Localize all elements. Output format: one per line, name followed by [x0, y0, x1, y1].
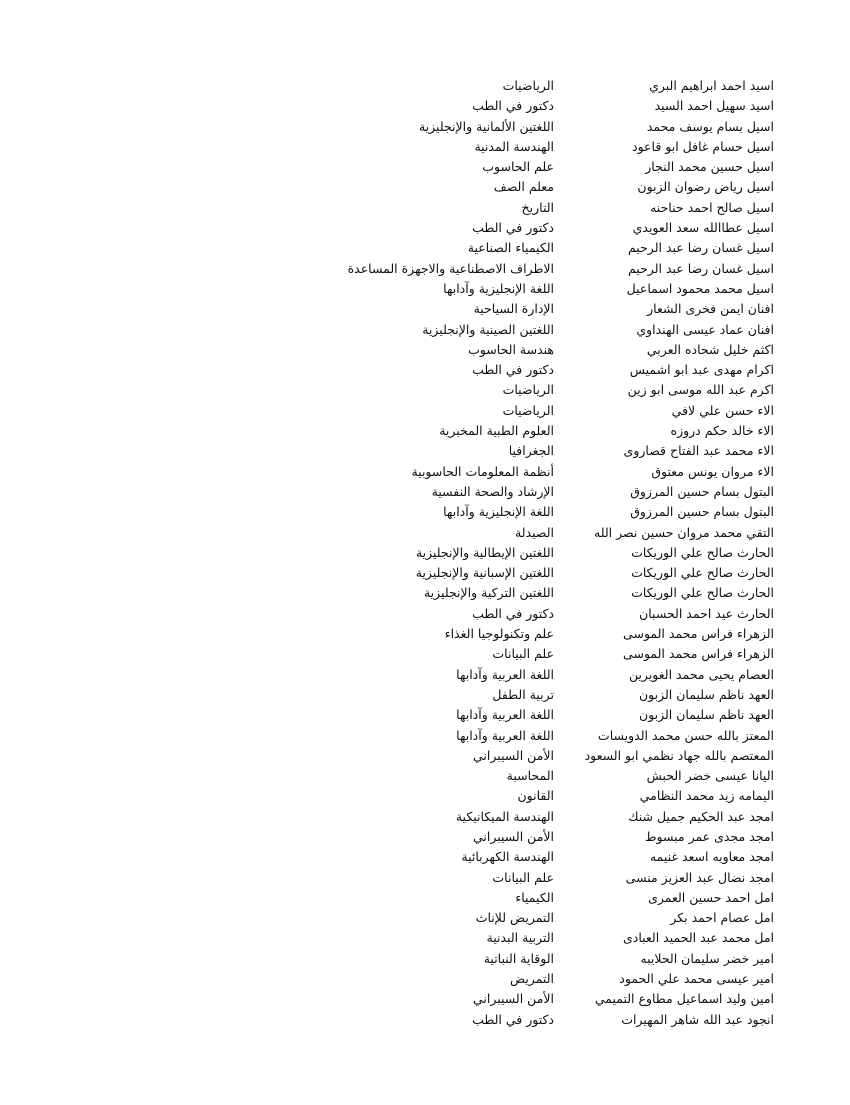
student-name: العصام يحيى محمد الغويرين: [628, 666, 774, 682]
student-name: اسيد سهيل احمد السيد: [654, 98, 774, 114]
major-name: التمريض للإناث: [475, 910, 554, 926]
list-item: [214, 786, 774, 806]
major-name: المحاسبة: [506, 768, 554, 784]
list-item: [214, 380, 774, 400]
student-name: افنان عماد عيسى الهنداوي: [636, 321, 774, 337]
major-name: الرياضيات: [502, 382, 554, 398]
student-name: امير خضر سليمان الحلايبه: [640, 950, 774, 966]
list-item: [214, 299, 774, 319]
major-name: العلوم الطبية المخبرية: [439, 423, 554, 439]
student-name: الحارث صالح علي الوريكات: [631, 565, 774, 581]
student-name: الاء مروان يونس معتوق: [651, 463, 774, 479]
major-name: اللغة العربية وآدابها: [456, 666, 554, 682]
major-name: اللغتين الإيطالية والإنجليزية: [415, 544, 554, 560]
list-item: [214, 401, 774, 421]
student-name: اسيل رياض رضوان الزبون: [637, 179, 774, 195]
student-name: العهد ناظم سليمان الزبون: [638, 707, 774, 723]
list-item: [214, 198, 774, 218]
student-name: امل محمد عبد الحميد العبادى: [622, 930, 774, 946]
student-name: البتول بسام حسين المرزوق: [630, 504, 774, 520]
major-name: اللغة العربية وآدابها: [456, 707, 554, 723]
list-item: [214, 360, 774, 380]
list-item: [214, 320, 774, 340]
major-name: دكتور في الطب: [472, 1011, 554, 1027]
list-item: [214, 177, 774, 197]
student-name: البتول بسام حسين المرزوق: [630, 483, 774, 499]
student-name: اكثم خليل شحاده العربي: [646, 341, 774, 357]
student-name: الحارث صالح علي الوريكات: [631, 544, 774, 560]
major-name: اللغة العربية وآدابها: [456, 727, 554, 743]
list-item: [214, 543, 774, 563]
student-name: امجد مجدى عمر مبسوط: [644, 828, 774, 844]
student-name: انجود عبد الله شاهر المهيرات: [621, 1011, 774, 1027]
student-name: اليانا عيسى خضر الحبش: [646, 768, 774, 784]
list-item: [214, 644, 774, 664]
major-name: علم الحاسوب: [482, 159, 554, 175]
major-name: الرياضيات: [502, 402, 554, 418]
list-item: [214, 563, 774, 583]
student-name: افنان ايمن فخرى الشعار: [647, 301, 774, 317]
major-name: الهندسة المدنية: [474, 138, 554, 154]
major-name: أنظمة المعلومات الحاسوبية: [411, 463, 554, 479]
list-item: [214, 96, 774, 116]
major-name: اللغتين الصينية والإنجليزية: [422, 321, 554, 337]
list-item: [214, 989, 774, 1009]
list-item: [214, 259, 774, 279]
list-item: [214, 827, 774, 847]
student-name: امير عيسى محمد علي الحمود: [619, 971, 774, 987]
list-item: [214, 502, 774, 522]
student-name: اكرم عبد الله موسى ابو زين: [627, 382, 774, 398]
student-name: المعتصم بالله جهاد نظمي ابو السعود: [584, 747, 774, 763]
list-item: [214, 908, 774, 928]
major-name: الاطراف الاصطناعية والاجهزة المساعدة: [347, 260, 554, 276]
major-name: علم البيانات: [492, 646, 554, 662]
major-name: الإدارة السياحية: [473, 301, 554, 317]
major-name: دكتور في الطب: [472, 362, 554, 378]
major-name: اللغتين التركية والإنجليزية: [423, 585, 554, 601]
major-name: دكتور في الطب: [472, 220, 554, 236]
list-item: [214, 928, 774, 948]
list-item: [214, 462, 774, 482]
student-name: اكرام مهدى عبد ابو اشميس: [629, 362, 774, 378]
student-name: اسيل بسام يوسف محمد: [646, 118, 774, 134]
list-item: [214, 868, 774, 888]
list-item: [214, 76, 774, 96]
list-item: [214, 766, 774, 786]
major-name: اللغة الإنجليزية وآدابها: [443, 280, 554, 296]
list-item: [214, 746, 774, 766]
student-name: الاء خالد حكم دروزه: [670, 423, 774, 439]
list-item: [214, 665, 774, 685]
student-name: الحارث عيد احمد الحسبان: [639, 605, 774, 621]
major-name: الرياضيات: [502, 78, 554, 93]
major-name: الإرشاد والصحة النفسية: [431, 483, 554, 499]
major-name: الكيمياء الصناعية: [467, 240, 554, 256]
major-name: التربية البدنية: [486, 930, 554, 946]
student-name: اسيل عطاالله سعد العويدي: [632, 220, 774, 236]
major-name: اللغة الإنجليزية وآدابها: [443, 504, 554, 520]
list-item: [214, 847, 774, 867]
student-name: اسيل محمد محمود اسماعيل: [626, 280, 774, 296]
list-item: [214, 624, 774, 644]
list-item: [214, 238, 774, 258]
student-name: العهد ناظم سليمان الزبون: [638, 686, 774, 702]
student-name: الاء حسن علي لافي: [671, 402, 774, 418]
list-item: [214, 888, 774, 908]
list-item: [214, 604, 774, 624]
list-item: [214, 340, 774, 360]
list-item: [214, 969, 774, 989]
student-name: اسيل حسام غافل ابو قاعود: [632, 138, 774, 154]
major-name: الوقاية النباتية: [483, 950, 554, 966]
major-name: اللغتين الإسبانية والإنجليزية: [415, 565, 554, 581]
student-name: اليمامه زيد محمد النظامي: [639, 788, 774, 804]
student-name: الاء محمد عبد الفتاح قصاروى: [623, 443, 774, 459]
list-item: [214, 1010, 774, 1030]
major-name: علم البيانات: [492, 869, 554, 885]
list-item: [214, 523, 774, 543]
list-item: [214, 949, 774, 969]
major-name: الجغرافيا: [508, 443, 554, 459]
list-item: [214, 421, 774, 441]
list-item: [214, 279, 774, 299]
list-item: [214, 218, 774, 238]
major-name: التمريض: [510, 971, 554, 987]
student-name: اسيل غسان رضا عبد الرحيم: [627, 260, 774, 276]
student-name: امل احمد حسين العمرى: [648, 889, 774, 905]
major-name: الأمن السيبراني: [472, 747, 554, 763]
list-item: [214, 117, 774, 137]
list-item: [214, 685, 774, 705]
student-name: اسيل غسان رضا عبد الرحيم: [627, 240, 774, 256]
student-name: امين وليد اسماعيل مطاوع التميمي: [594, 991, 774, 1007]
major-name: هندسة الحاسوب: [468, 341, 554, 357]
student-name: المعتز بالله حسن محمد الدويسات: [597, 727, 774, 743]
major-name: الأمن السيبراني: [472, 828, 554, 844]
list-item: [214, 157, 774, 177]
student-major-list: [214, 76, 774, 1030]
student-name: الزهراء فراس محمد الموسى: [623, 626, 774, 642]
student-name: امل عصام احمد بكر: [670, 910, 774, 926]
major-name: الصيدلة: [515, 524, 554, 540]
major-name: اللغتين الألمانية والإنجليزية: [418, 118, 554, 134]
student-name: امجد معاويه اسعد غنيمه: [649, 849, 774, 865]
student-name: الزهراء فراس محمد الموسى: [623, 646, 774, 662]
student-name: التقي محمد مروان حسين نصر الله: [594, 524, 774, 540]
list-item: [214, 807, 774, 827]
major-name: الكيمياء: [515, 889, 554, 905]
list-item: [214, 583, 774, 603]
list-item: [214, 441, 774, 461]
major-name: دكتور في الطب: [472, 605, 554, 621]
major-name: معلم الصف: [493, 179, 554, 195]
major-name: التاريخ: [521, 199, 554, 215]
student-name: امجد نضال عبد العزيز منسى: [625, 869, 774, 885]
student-name: الحارث صالح علي الوريكات: [631, 585, 774, 601]
major-name: الأمن السيبراني: [472, 991, 554, 1007]
student-name: امجد عبد الحكيم جميل شنك: [628, 808, 774, 824]
list-item: [214, 726, 774, 746]
major-name: تربية الطفل: [492, 686, 554, 702]
major-name: الهندسة الميكانيكية: [455, 808, 554, 824]
student-name: اسيل حسين محمد النجار: [645, 159, 774, 175]
major-name: دكتور في الطب: [472, 98, 554, 114]
student-name: اسيل صالح احمد حناحنه: [650, 199, 774, 215]
list-item: [214, 137, 774, 157]
major-name: الهندسة الكهربائية: [461, 849, 554, 865]
list-item: [214, 705, 774, 725]
list-item: [214, 482, 774, 502]
major-name: علم وتكنولوجيا الغذاء: [444, 626, 554, 642]
major-name: القانون: [517, 788, 554, 804]
student-name: اسيد احمد ابراهيم البري: [649, 78, 774, 93]
